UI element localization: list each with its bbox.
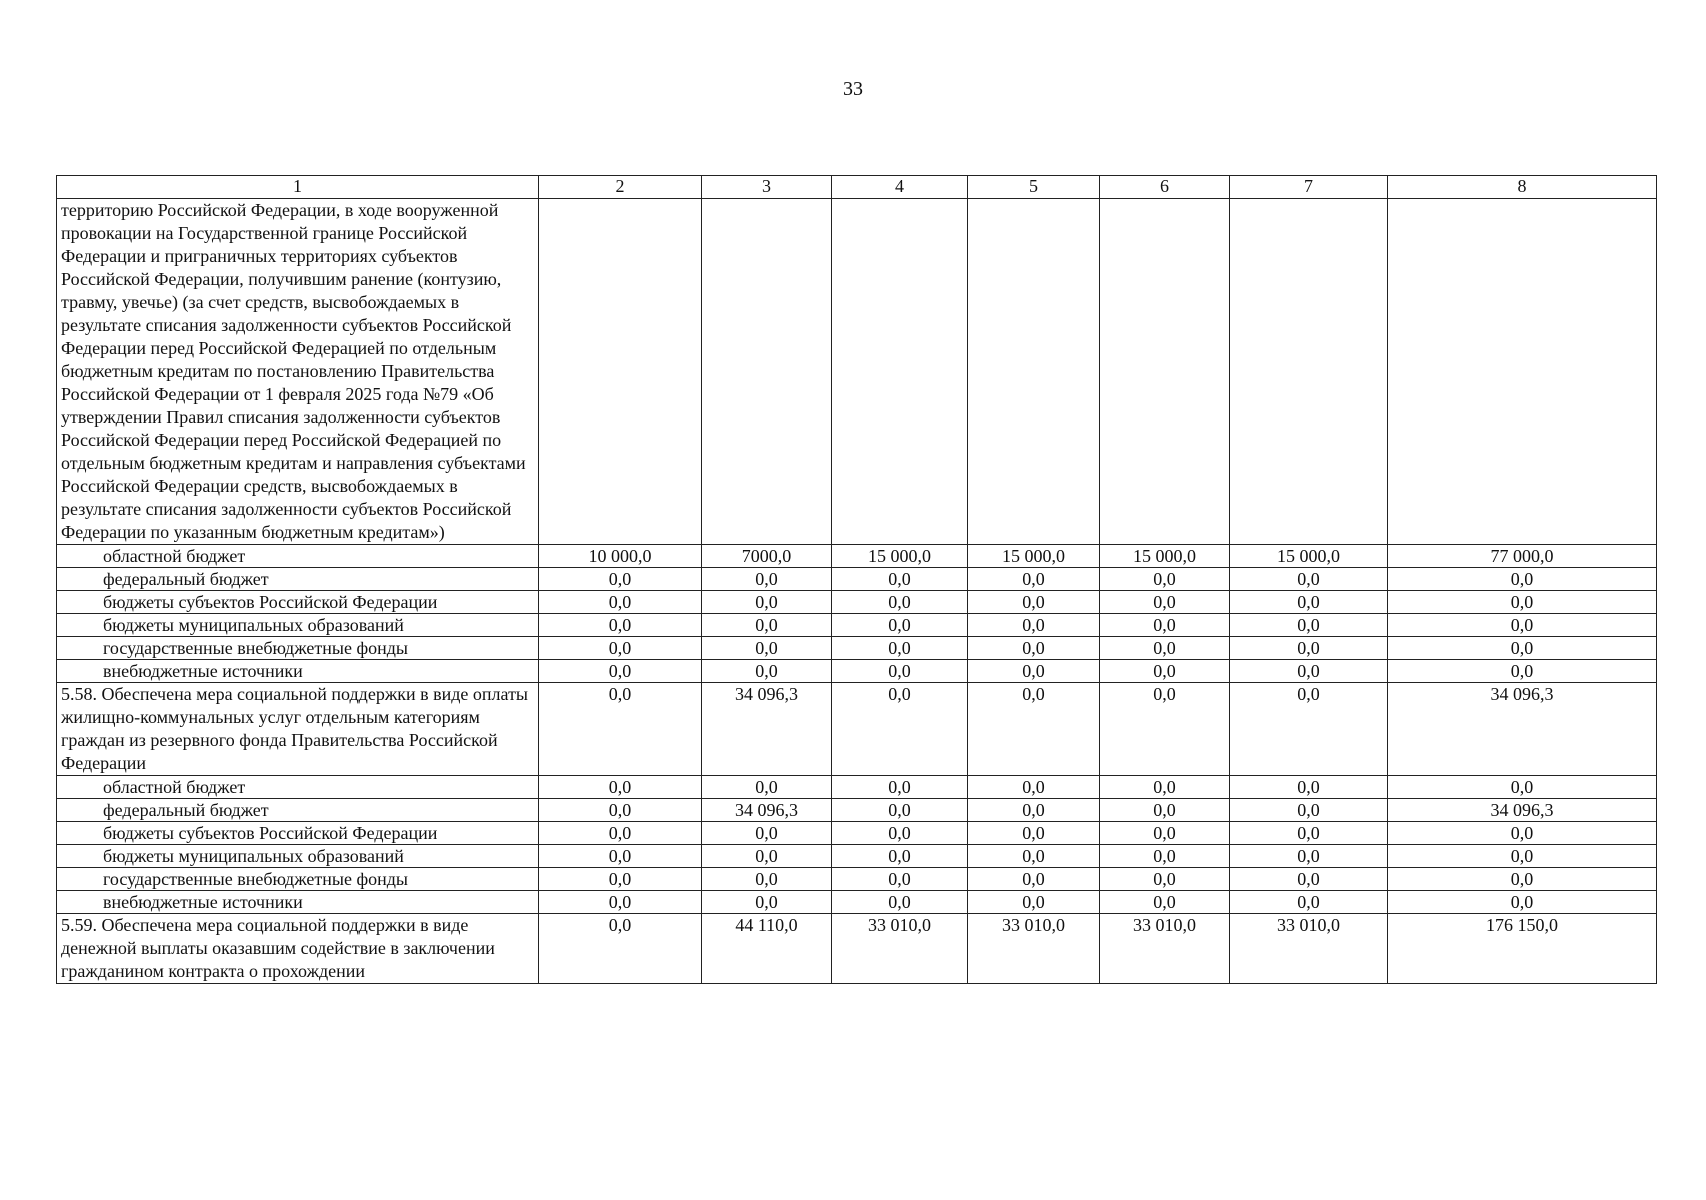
column-number-4: 4 bbox=[832, 176, 968, 199]
value-cell bbox=[1388, 199, 1657, 545]
budget-source-row bbox=[57, 776, 1657, 799]
value-cell: 15 000,0 bbox=[968, 545, 1100, 568]
column-number-7: 7 bbox=[1230, 176, 1388, 199]
value-cell: 0,0 bbox=[1388, 568, 1657, 591]
value-cell: 0,0 bbox=[1388, 845, 1657, 868]
value-cell: 0,0 bbox=[968, 614, 1100, 637]
value-cell: 0,0 bbox=[1100, 591, 1230, 614]
value-cell: 0,0 bbox=[968, 683, 1100, 776]
column-number-1: 1 bbox=[57, 176, 539, 199]
value-cell: 0,0 bbox=[832, 845, 968, 868]
value-cell: 34 096,3 bbox=[1388, 683, 1657, 776]
measure-description: 5.58. Обеспечена мера социальной поддержки в виде оплаты жилищно-коммунальных услуг отдельным категориям граждан из резервного фонда Правительства Российской Федерации bbox=[57, 683, 539, 776]
column-number-3: 3 bbox=[702, 176, 832, 199]
value-cell: 0,0 bbox=[832, 776, 968, 799]
value-cell: 0,0 bbox=[539, 776, 702, 799]
value-cell: 0,0 bbox=[539, 799, 702, 822]
value-cell bbox=[539, 199, 702, 545]
column-number-row bbox=[57, 176, 1657, 199]
value-cell: 0,0 bbox=[832, 799, 968, 822]
value-cell: 0,0 bbox=[1230, 614, 1388, 637]
value-cell: 0,0 bbox=[1388, 660, 1657, 683]
budget-source-label: государственные внебюджетные фонды bbox=[57, 637, 539, 660]
value-cell: 0,0 bbox=[968, 868, 1100, 891]
value-cell: 0,0 bbox=[702, 614, 832, 637]
value-cell: 0,0 bbox=[1100, 614, 1230, 637]
value-cell: 0,0 bbox=[832, 822, 968, 845]
value-cell: 0,0 bbox=[539, 637, 702, 660]
budget-source-label: областной бюджет bbox=[57, 545, 539, 568]
value-cell: 0,0 bbox=[1100, 891, 1230, 914]
value-cell: 0,0 bbox=[1230, 891, 1388, 914]
value-cell: 0,0 bbox=[1388, 822, 1657, 845]
value-cell: 33 010,0 bbox=[1100, 914, 1230, 984]
budget-source-label: бюджеты субъектов Российской Федерации bbox=[57, 591, 539, 614]
measure-description: 5.59. Обеспечена мера социальной поддержки в виде денежной выплаты оказавшим содействие в заключении гражданином контракта о прохождении bbox=[57, 914, 539, 984]
value-cell: 0,0 bbox=[832, 660, 968, 683]
value-cell: 0,0 bbox=[968, 591, 1100, 614]
value-cell: 34 096,3 bbox=[702, 799, 832, 822]
budget-source-row bbox=[57, 637, 1657, 660]
value-cell: 0,0 bbox=[968, 845, 1100, 868]
value-cell: 0,0 bbox=[539, 568, 702, 591]
value-cell: 0,0 bbox=[702, 568, 832, 591]
value-cell: 0,0 bbox=[539, 914, 702, 984]
value-cell: 0,0 bbox=[702, 822, 832, 845]
budget-source-label: федеральный бюджет bbox=[57, 568, 539, 591]
budget-source-label: внебюджетные источники bbox=[57, 660, 539, 683]
value-cell: 15 000,0 bbox=[1100, 545, 1230, 568]
measure-row bbox=[57, 199, 1657, 545]
value-cell: 0,0 bbox=[539, 614, 702, 637]
budget-source-row bbox=[57, 891, 1657, 914]
column-number-8: 8 bbox=[1388, 176, 1657, 199]
value-cell: 0,0 bbox=[832, 637, 968, 660]
budget-source-label: федеральный бюджет bbox=[57, 799, 539, 822]
value-cell: 0,0 bbox=[832, 568, 968, 591]
value-cell: 34 096,3 bbox=[1388, 799, 1657, 822]
value-cell: 0,0 bbox=[539, 683, 702, 776]
budget-source-row bbox=[57, 568, 1657, 591]
budget-source-row bbox=[57, 845, 1657, 868]
budget-source-row bbox=[57, 591, 1657, 614]
value-cell: 7000,0 bbox=[702, 545, 832, 568]
value-cell: 33 010,0 bbox=[968, 914, 1100, 984]
value-cell: 10 000,0 bbox=[539, 545, 702, 568]
value-cell: 0,0 bbox=[539, 822, 702, 845]
budget-source-row bbox=[57, 822, 1657, 845]
value-cell: 0,0 bbox=[968, 776, 1100, 799]
value-cell: 0,0 bbox=[702, 637, 832, 660]
value-cell: 44 110,0 bbox=[702, 914, 832, 984]
value-cell: 0,0 bbox=[702, 891, 832, 914]
value-cell: 0,0 bbox=[1230, 822, 1388, 845]
value-cell: 0,0 bbox=[1230, 591, 1388, 614]
value-cell: 0,0 bbox=[968, 660, 1100, 683]
value-cell: 33 010,0 bbox=[832, 914, 968, 984]
value-cell: 0,0 bbox=[539, 591, 702, 614]
value-cell: 0,0 bbox=[1230, 683, 1388, 776]
budget-source-row bbox=[57, 799, 1657, 822]
value-cell bbox=[968, 199, 1100, 545]
value-cell: 0,0 bbox=[1100, 845, 1230, 868]
value-cell: 0,0 bbox=[1230, 637, 1388, 660]
column-number-6: 6 bbox=[1100, 176, 1230, 199]
measure-description: территорию Российской Федерации, в ходе вооруженной провокации на Государственной границе Российской Федерации и приграничных территориях субъектов Российской Федерации, получившим ранение (контузию, травму, увечье) (за счет средств, высвобождаемых в результате списания задолженности субъектов Российской Федерации перед Российской Федерацией по отдельным бюджетным кредитам по постановлению Правительства Российской Федерации от 1 февраля 2025 года №79 «Об утверждении Правил списания задолженности субъектов Российской Федерации перед Российской Федерацией по отдельным бюджетным кредитам и направления субъектами Российской Федерации средств, высвобождаемых в результате списания задолженности субъектов Российской Федерации по указанным бюджетным кредитам») bbox=[57, 199, 539, 545]
budget-source-label: бюджеты муниципальных образований bbox=[57, 845, 539, 868]
page-number: 33 bbox=[843, 78, 863, 100]
measure-row bbox=[57, 914, 1657, 984]
value-cell: 0,0 bbox=[702, 845, 832, 868]
value-cell: 0,0 bbox=[832, 868, 968, 891]
value-cell: 0,0 bbox=[702, 776, 832, 799]
value-cell: 34 096,3 bbox=[702, 683, 832, 776]
value-cell: 0,0 bbox=[1388, 614, 1657, 637]
value-cell: 0,0 bbox=[1388, 591, 1657, 614]
value-cell: 0,0 bbox=[832, 614, 968, 637]
budget-source-row bbox=[57, 868, 1657, 891]
value-cell: 0,0 bbox=[1230, 799, 1388, 822]
value-cell: 0,0 bbox=[702, 868, 832, 891]
budget-source-label: внебюджетные источники bbox=[57, 891, 539, 914]
budget-source-row bbox=[57, 660, 1657, 683]
value-cell: 0,0 bbox=[1388, 776, 1657, 799]
value-cell: 0,0 bbox=[1388, 868, 1657, 891]
value-cell: 0,0 bbox=[1100, 660, 1230, 683]
value-cell: 0,0 bbox=[1230, 868, 1388, 891]
value-cell: 0,0 bbox=[1388, 637, 1657, 660]
value-cell: 0,0 bbox=[539, 660, 702, 683]
value-cell: 0,0 bbox=[1100, 637, 1230, 660]
value-cell: 176 150,0 bbox=[1388, 914, 1657, 984]
value-cell: 0,0 bbox=[1100, 799, 1230, 822]
value-cell: 0,0 bbox=[1100, 822, 1230, 845]
value-cell: 0,0 bbox=[968, 799, 1100, 822]
value-cell: 0,0 bbox=[1100, 776, 1230, 799]
budget-source-label: областной бюджет bbox=[57, 776, 539, 799]
value-cell: 15 000,0 bbox=[1230, 545, 1388, 568]
budget-source-label: государственные внебюджетные фонды bbox=[57, 868, 539, 891]
value-cell bbox=[1230, 199, 1388, 545]
value-cell bbox=[702, 199, 832, 545]
budget-source-row bbox=[57, 614, 1657, 637]
budget-source-label: бюджеты субъектов Российской Федерации bbox=[57, 822, 539, 845]
value-cell: 0,0 bbox=[702, 591, 832, 614]
value-cell: 0,0 bbox=[832, 891, 968, 914]
value-cell: 0,0 bbox=[539, 868, 702, 891]
measure-row bbox=[57, 683, 1657, 776]
value-cell: 0,0 bbox=[968, 822, 1100, 845]
value-cell: 0,0 bbox=[1100, 683, 1230, 776]
budget-source-row bbox=[57, 545, 1657, 568]
value-cell: 0,0 bbox=[1230, 776, 1388, 799]
value-cell: 0,0 bbox=[832, 683, 968, 776]
budget-table bbox=[56, 175, 1657, 984]
value-cell: 0,0 bbox=[1230, 660, 1388, 683]
value-cell: 15 000,0 bbox=[832, 545, 968, 568]
value-cell: 0,0 bbox=[1100, 868, 1230, 891]
column-number-2: 2 bbox=[539, 176, 702, 199]
value-cell: 0,0 bbox=[702, 660, 832, 683]
column-number-5: 5 bbox=[968, 176, 1100, 199]
value-cell: 0,0 bbox=[968, 568, 1100, 591]
value-cell bbox=[832, 199, 968, 545]
value-cell: 0,0 bbox=[968, 891, 1100, 914]
value-cell: 0,0 bbox=[539, 891, 702, 914]
value-cell: 33 010,0 bbox=[1230, 914, 1388, 984]
value-cell bbox=[1100, 199, 1230, 545]
value-cell: 0,0 bbox=[968, 637, 1100, 660]
value-cell: 0,0 bbox=[1388, 891, 1657, 914]
value-cell: 0,0 bbox=[832, 591, 968, 614]
budget-source-label: бюджеты муниципальных образований bbox=[57, 614, 539, 637]
value-cell: 0,0 bbox=[539, 845, 702, 868]
value-cell: 0,0 bbox=[1230, 568, 1388, 591]
value-cell: 0,0 bbox=[1230, 845, 1388, 868]
value-cell: 77 000,0 bbox=[1388, 545, 1657, 568]
value-cell: 0,0 bbox=[1100, 568, 1230, 591]
